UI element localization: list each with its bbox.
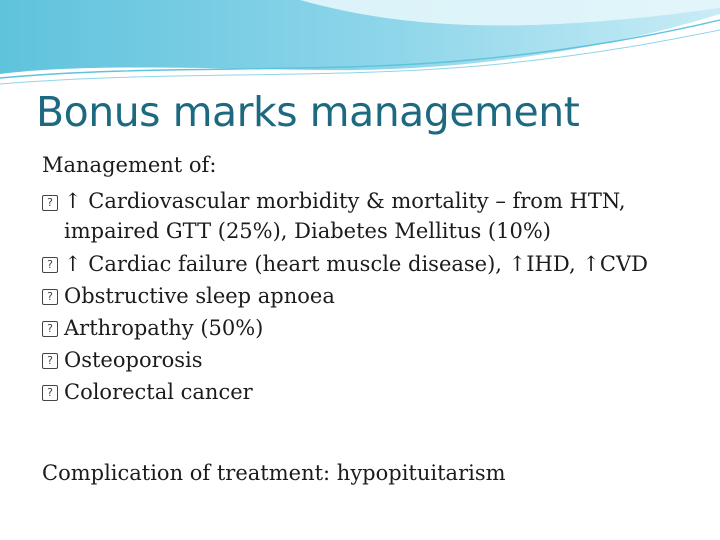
list-item bbox=[42, 186, 702, 246]
list-item-text: ↑ Cardiovascular morbidity & mortality – from HTN, impaired GTT (25%), Diabetes Mellitus (10%) bbox=[64, 189, 626, 243]
missing-glyph-bullet-icon: ? bbox=[42, 257, 58, 273]
missing-glyph-bullet-icon: ? bbox=[42, 353, 58, 369]
missing-glyph-bullet-icon: ? bbox=[42, 195, 58, 211]
list-item bbox=[42, 248, 702, 280]
missing-glyph-bullet-icon: ? bbox=[42, 385, 58, 401]
complication-text: Complication of treatment: hypopituitarism bbox=[42, 461, 506, 485]
list-item-text: ↑ Cardiac failure (heart muscle disease), ↑IHD, ↑CVD bbox=[64, 252, 648, 276]
missing-glyph-bullet-icon: ? bbox=[42, 289, 58, 305]
bullet-list bbox=[42, 186, 702, 408]
list-item-text: Colorectal cancer bbox=[64, 380, 253, 404]
list-item-text: Osteoporosis bbox=[64, 348, 203, 372]
list-item-text: Obstructive sleep apnoea bbox=[64, 284, 335, 308]
missing-glyph-bullet-icon: ? bbox=[42, 321, 58, 337]
list-item-text: Arthropathy (50%) bbox=[64, 316, 264, 340]
list-item bbox=[42, 376, 702, 408]
header-wave-decoration bbox=[0, 0, 720, 90]
slide-body bbox=[42, 150, 702, 488]
slide-title: Bonus marks management bbox=[36, 88, 580, 136]
list-item bbox=[42, 312, 702, 344]
intro-text: Management of: bbox=[42, 153, 217, 177]
list-item bbox=[42, 344, 702, 376]
list-item bbox=[42, 280, 702, 312]
